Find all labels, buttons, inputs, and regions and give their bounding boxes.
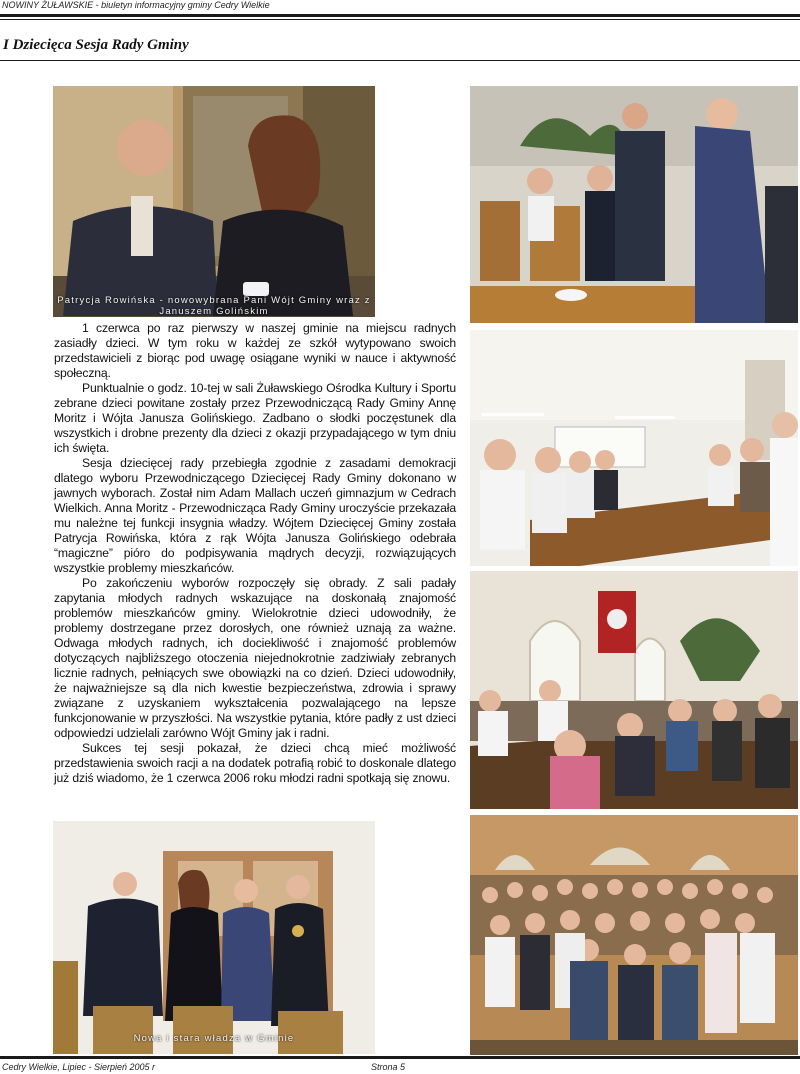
photo-group bbox=[470, 815, 798, 1055]
section-title: I Dziecięca Sesja Rady Gminy bbox=[3, 37, 189, 53]
photo-handshake bbox=[470, 86, 798, 323]
bulletin-header: NOWINY ŻUŁAWSKIE - biuletyn informacyjny gminy Cedry Wielkie bbox=[2, 0, 270, 10]
photo-wojt-and-goliński bbox=[53, 86, 375, 317]
header-rule-thin bbox=[0, 19, 800, 20]
footer-rule bbox=[0, 1056, 800, 1059]
footer-location-date: Cedry Wielkie, Lipiec - Sierpień 2005 r bbox=[2, 1062, 155, 1072]
photo-new-and-old-authorities bbox=[53, 821, 375, 1054]
article-paragraph-1: 1 czerwca po raz pierwszy w naszej gminie na miejscu radnych zasiadły dzieci. W tym roku w każdej ze szkół wytypowano swoich przedstawicieli z biorąc pod uwagę osiągane wyniki w nauce i aktywność społeczną. bbox=[54, 321, 456, 380]
article-paragraph-5: Sukces tej sesji pokazał, że dzieci chcą mieć możliwość przedstawienia swoich racji a na dodatek potrafią robić to doskonale dlatego już dziś wiadomo, że 1 czerwca 2006 roku młodzi radni spotkają się znowu. bbox=[54, 741, 456, 785]
photo-caption-bottom: Nowa i stara władza w Gminie bbox=[133, 1033, 295, 1044]
header-rule bbox=[0, 14, 800, 17]
photo-session-hall bbox=[470, 571, 798, 809]
article-paragraph-3: Sesja dziecięcej rady przebiegła zgodnie z zasadami demokracji dlatego wyboru Przewodniczącego Dziecięcej Rady Gminy dokonano w jawnych wyborach. Został nim Adam Mallach uczeń gimnazjum w Cedrach Wielkich. Anna Moritz - Przewodnicząca Rady Gminy uroczyście przekazała mu należne tej funkcji insygnia władzy. Wójtem Dziecięcej Gminy została Patrycja Rowińska, która z rąk Wójta Janusza Golińskiego odebrała “magiczne” pióro do podpisywania mądrych decyzji, rozwiązujących wszystkie problemy mieszkańców. bbox=[54, 456, 456, 575]
title-rule bbox=[0, 60, 800, 61]
photo-caption-top: Patrycja Rowińska - nowowybrana Pani Wójt Gminy wraz z Januszem Golińskim bbox=[57, 295, 371, 317]
article-paragraph-4: Po zakończeniu wyborów rozpoczęły się obrady. Z sali padały zapytania młodych radnych wskazujące na doskonałą znajomość problemów mieszkańców gminy. Wielokrotnie dzieci udowodniły, że problemy dostrzegane przez dorosłych, one również uznają za ważne. Odwaga młodych radnych, ich dociekliwość i znajomość problemów dotyczących najbliższego otoczenia niejednokrotnie zadziwiały zebranych licznie radnych, pełniących swe obowiązki na co dzień. Dzieci udowodniły, że najważniejsze są dla nich kwestie bezpieczeństwa, zdrowia i sprawy związane z uzyskaniem wykształcenia pozwalającego na lepsze funkcjonowanie w przyszłości. Na wszystkie pytania, które padły z ust dzieci odpowiedzi udzielali zarówno Wójt Gminy jak i radni. bbox=[54, 576, 456, 740]
photo-council-table bbox=[470, 330, 798, 566]
article-body bbox=[54, 321, 456, 786]
footer-page-number: Strona 5 bbox=[371, 1062, 406, 1072]
article-paragraph-2: Punktualnie o godz. 10-tej w sali Żuławskiego Ośrodka Kultury i Sportu zebrane dzieci powitane zostały przez Przewodniczącą Rady Gminy Annę Moritz i Wójta Janusza Golińskiego. Zadbano o słodki poczęstunek dla wszystkich i drobne prezenty dla dzieci z okazji przypadającego w tym dniu ich święta. bbox=[54, 381, 456, 455]
